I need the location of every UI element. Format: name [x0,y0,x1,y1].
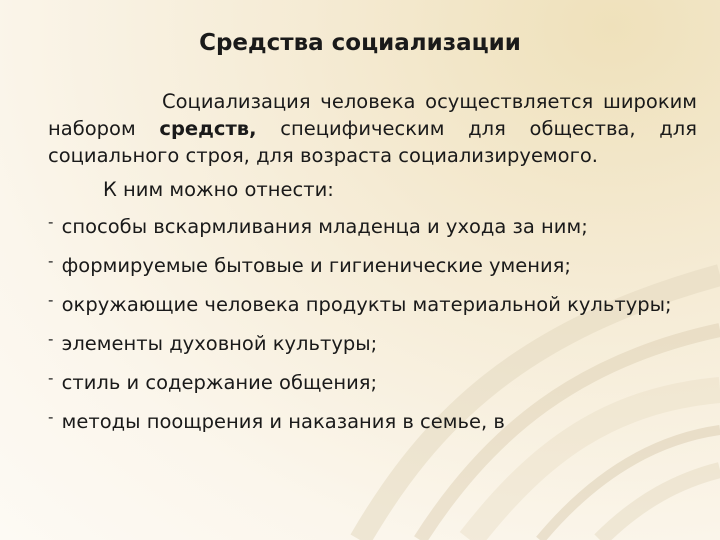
slide-title: Средства социализации [199,30,521,56]
means-list [48,213,697,437]
intro-paragraph [48,88,697,169]
slide-content [48,88,697,447]
list-item-text: способы вскармливания младенца и ухода за ним; [61,215,588,238]
list-item-text: окружающие человека продукты материальной культуры; [61,293,672,316]
list-item [48,291,697,320]
intro-text-bold: средств, [159,117,257,140]
list-dash: - [48,330,54,348]
intro-text-before: Социализация человека осуществляется широким набором [48,90,697,140]
list-item-text: стиль и содержание общения; [61,371,378,394]
list-dash: - [48,213,54,231]
list-item-text: формируемые бытовые и гигиенические умения; [61,254,571,277]
list-dash: - [48,291,54,309]
intro-text-after: специфическим для общества, для социального строя, для возраста социализируемого. [48,117,697,167]
list-intro-paragraph: К ним можно отнести: [103,178,334,201]
list-dash: - [48,252,54,270]
list-dash: - [48,369,54,387]
list-item [48,408,697,437]
list-item [48,369,697,398]
list-item [48,252,697,281]
list-item-text: элементы духовной культуры; [61,332,378,355]
list-item [48,330,697,359]
list-item-text: методы поощрения и наказания в семье, в [61,410,505,433]
list-dash: - [48,408,54,426]
list-item [48,213,697,242]
